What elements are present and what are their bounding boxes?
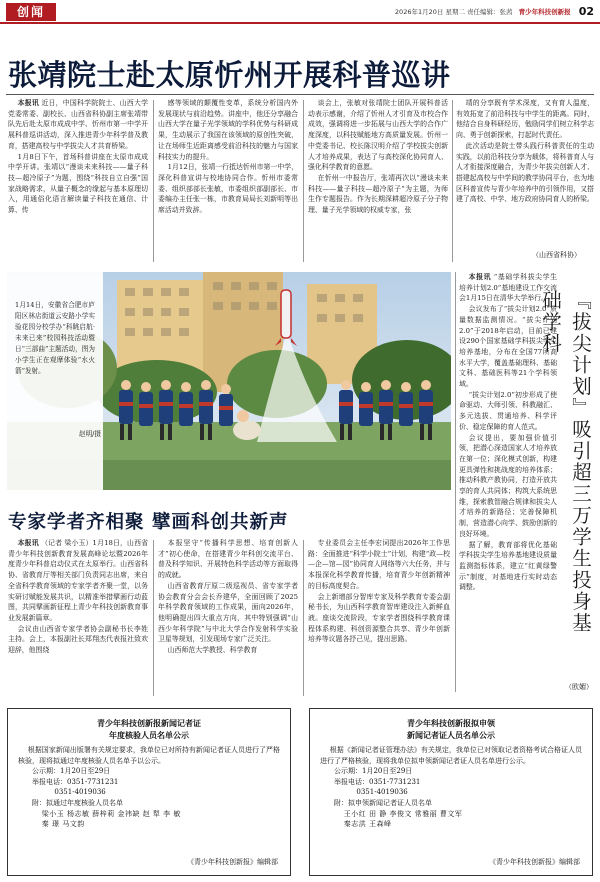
issue-date: 2026年1月20日 [394,8,444,16]
notice-title-line1: 青少年科技创新报新闻记者证 [97,719,201,728]
notice-annual-review [7,708,291,876]
notice-signature: 《青少年科技创新报》编辑部 [187,858,278,866]
phone-number: 0351-7731231 [67,777,119,786]
paragraph [158,98,298,162]
paragraph-text: （记者 梁小玉）1月18日，山西省青少年科技创新教育发展高峰论坛暨2026年度青少年科普启动仪式在太原举行。山西省科协、省教育厅等相关部门负责同志出席，来自全省科学教育领域的专家学者齐聚一堂，以务实研讨赋能发展共识，以精准举措擘画行动蓝图，共同擘画新征程上青少年科技创新教育事业发展新篇章。 [8,539,148,622]
paragraph-text: 会议发布了“拔尖计划2.0”质量数据监测情况。“拔尖计划2.0”于2018年启动，目前已建设290个国家基础学科拔尖学生培养基地，分布在全国77所高水平大学，覆盖基础理科、基础文科、基础医科等21个学科领域。 [459,305,557,389]
paragraph [158,645,298,656]
paragraph [308,592,450,646]
column-divider [452,100,453,262]
dateline: 本报讯 [17,539,39,547]
paragraph-text: 会上新增部分智库专家及科学教育专委会副秘书长，为山西科学教育智库建设注入新鲜血液。座谈交流阶段，专家学者围绕科学教育课程体系构建、科创资源整合共享、青少年创新培养等议题各抒己见，提出思路。 [308,592,450,644]
notice-list-label: 附：拟申领新闻记者证人员名单 [334,798,432,807]
column-divider [455,272,456,692]
notice-names: 秦 璟 马文韵 [41,820,85,829]
notice-names: 秦志洪 王森峰 [343,820,392,829]
section-tag: 创闻 [6,3,56,21]
paragraph-text: 本报坚守“传播科学思想、培育创新人才”初心使命，在搭建青少年科创交流平台、普及科学知识、开展特色科学活动等方面取得的成就。 [158,539,298,580]
article1-col4 [456,98,594,248]
article1-col3 [308,98,448,265]
column-divider [303,540,304,696]
headline-rule [6,94,594,95]
notice-body [320,745,582,830]
photo-caption: 1月14日，安徽省合肥市庐阳区林店街道云安路小学实验花园分校学办“科眺启航·未来已来”校园科技活动暨日“三部曲”主题活动，图为小学生正在观摩体验“水火箭”发射。 [15,301,95,375]
paragraph-text: 此次活动是院士带头践行科普责任的生动实践，以前沿科技分享为载体，将科普育人与人才衔接深度融合，为青少年拔尖创新人才、搭建起高校与中学间的教学协同平台，也为地区科普宣传与青少年培养中的引领作用，又搭建了高校、中学、地方政府协同育人的桥梁。 [456,141,594,204]
paragraph [8,152,148,216]
article2-source: （欧媚） [565,683,593,691]
paragraph [308,538,450,592]
notice-names: 梁小玉 杨志敏 薛梓莉 金祎缺 赵 犁 李 敏 [41,809,181,818]
column-divider [153,100,154,262]
page-header [0,0,600,24]
paragraph [158,162,298,216]
paragraph [459,433,557,540]
article3-col1 [8,538,148,700]
notice-phone: 0351-4019036 [54,788,106,797]
article3-title: 专家学者齐相聚 擘画科创共新声 [8,512,289,533]
responsible-editor: 责任编辑：张茜 [467,8,513,16]
article3-col2 [158,538,298,700]
paragraph-text: 1月12日，张靖一行抵达忻州市第一中学，深化科普宣讲与校地协同合作。忻州市委常委、组织部部长张敏，市委组织部副部长、市委编办主任张一栋，市教育局局长刘新明等出席活动并致辞。 [158,163,298,215]
photo-credit: 赵明/摄 [79,430,102,438]
notice-list-label: 附：拟通过年度核验人员名单 [32,798,123,807]
article2-vertical-title: 『拔尖计划』吸引超三万学生投身基础学科 [539,290,592,634]
article1-col1 [8,98,148,265]
notice-names: 王小红 田 静 李俊文 常雅丽 曹文军 [343,809,463,818]
notice-phone [18,777,280,788]
notice-title-line1: 青少年科技创新报拟申领 [407,719,495,728]
notice-title [8,718,290,742]
dateline: 本报讯 [468,273,492,281]
paragraph-text: 靖的分享既有学术深度，又有育人温度，有效拓宽了前沿科技与中学生的距离。同时，他结合自身科研经历，勉励同学们树立科学志向、勇于创新探索，打起时代责任。 [456,99,594,140]
notice-text: 根据国家新闻出版署有关规定要求，我单位已对所持有新闻记者证人员进行了严格核验，现将拟通过年度核验人员名单予以公示。 [18,746,280,765]
paragraph-text: 会议由山西省专家学者协会副秘书长李姓主持。会上，本报副社长郑翔杰代表报社致欢迎辞，他围绕 [8,624,148,655]
notice-title-line2: 新闻记者证人员名单公示 [407,731,495,740]
paragraph-text: “拔尖计划2.0”初步形成了使命驱动、大师引领、科教融汇、多元选拔、贯通培养、科学评价、稳定保障的育人范式。 [459,390,557,431]
phone-number: 0351-7731231 [369,777,421,786]
paragraph-text: 山西师范大学教授、科学教育 [167,646,258,655]
paragraph [456,141,594,205]
notice-body [18,745,280,830]
paragraph-text: 1月8日下午，首场科普讲座在太原市成成中学开讲。张靖以“漫谈未来科技——量子科技—超冷原子”为题，围绕“科技自立自强”国家战略需求，从量子概念的缘起与基本原理切入，用通俗化语言解读量子科技在通信、计算、传 [8,152,148,215]
paragraph [459,390,557,433]
paragraph-text: 近日，中国科学院院士、山西大学党委常委、副校长、山西省科协副主席张靖带队先后赴太原市成成中学、忻州市第一中学开展科普巡讲活动，深入推进青少年科学普及教育，搭建高校与中学拔尖人才共育桥梁。 [8,99,148,150]
paragraph [8,624,148,656]
header-meta [395,5,594,18]
column-divider [153,540,154,696]
paragraph-text: 据了解，教育部将优化基础学科拔尖学生培养基地建设质量监测指标体系，建立“红黄绿警示”制度，对基地进行实时动态调整。 [459,540,557,592]
dateline: 本报讯 [17,99,40,107]
notice-period: 公示期：1月20日至29日 [334,767,413,776]
article1-source: （山西省科协） [532,251,581,259]
paragraph-text: 在忻州一中报告厅，张靖再次以“漫谈未来科技——量子科技—超冷原子”为主题，为师生作专题报告。作为长期深耕超冷原子分子物理、量子光学领域的权威专家，张 [308,173,448,215]
notice-new-applicants [309,708,593,876]
paragraph [308,173,448,216]
paragraph-text: 专业委员会主任李宏词提出2026年工作思路：全面推进“科学小院士”计划，构建“政—校—企—馆—园”协同育人网络等六大任务，并与本报深化科学教育传播，培育青少年创新精神的目标高度契合。 [308,539,450,590]
notice-title-line2: 年度核验人员名单公示 [109,731,189,740]
paragraph-text: 山西省教育厅原二级巡视员、省专家学者协会教育分会会长乔建华，全面回顾了2025年科学教育领域的工作成果，面向2026年，他明确提出四大重点方向，其中特别强调“山西少年科学院”与中北大学合作发射科学实验卫星等规划，引发现场专家广泛关注。 [158,581,298,644]
paragraph [459,540,557,594]
notice-text: 根据《新闻记者证管理办法》有关规定，我单位已对领取记者资格考试合格证人员进行了严格核验，现将我单位拟申领新闻记者证人员名单进行公示。 [320,746,582,765]
paragraph-text: 谈会上，张敏对张靖院士团队开展科普活动表示感谢，介绍了忻州人才引育及市校合作成效，强调将进一步拓展与山西大学的合作广度深度，以科技赋能地方高质量发展。忻州一中党委书记、校长陈汉明介绍了学校拔尖创新人才培养成果，表达了与高校深化协同育人、强化科学教育的意愿。 [308,99,448,172]
notice-title [310,718,592,742]
article3-col3 [308,538,450,700]
column-divider [303,100,304,262]
phone-label: 举报电话： [32,777,67,786]
issue-weekday: 星期二 [445,8,465,16]
main-headline: 张靖院士赴太原忻州开展科普巡讲 [8,58,451,92]
paragraph [158,581,298,645]
paragraph-text: “基础学科拔尖学生培养计划2.0”基地建设工作交流会1月15日在清华大学举行。 [459,273,557,303]
page-number: 02 [578,5,594,18]
paragraph [8,98,148,152]
notice-period: 公示期：1月20日至29日 [32,767,111,776]
notice-phone [320,777,582,788]
paragraph [308,98,448,173]
paragraph [158,538,298,581]
paragraph-text: 感等领域的颠覆性变革，系统分析国内外发展现状与前沿趋势。讲座中，他还分享融合山西大学在量子光学领域的学科优势与科研成果，生动展示了我国在该领域的原创性突破，让在场师生近距离感受前沿科技的魅力与国家科技实力的提升。 [158,99,298,161]
notice-signature: 《青少年科技创新报》编辑部 [489,858,580,866]
notice-phone: 0351-4019036 [356,788,408,797]
phone-label: 举报电话： [334,777,369,786]
news-photo [7,272,451,490]
paragraph-text: 会议提出，要加强价值引领，把潜心深造国家人才培养放在第一位；深化模式创新，构建更具弹性和挑战度的培养体系；推动科教产教协同，打造开放共享的育人共同体；构筑大系统思维，探索教智融合规律和拔尖人才培养的新路径；完善保障机制，营造潜心向学、鼓励创新的良好环境。 [459,433,557,538]
paragraph [8,538,148,624]
article1-col2 [158,98,298,265]
paper-name: 青少年科技创新报 [518,8,571,16]
paragraph [456,98,594,141]
